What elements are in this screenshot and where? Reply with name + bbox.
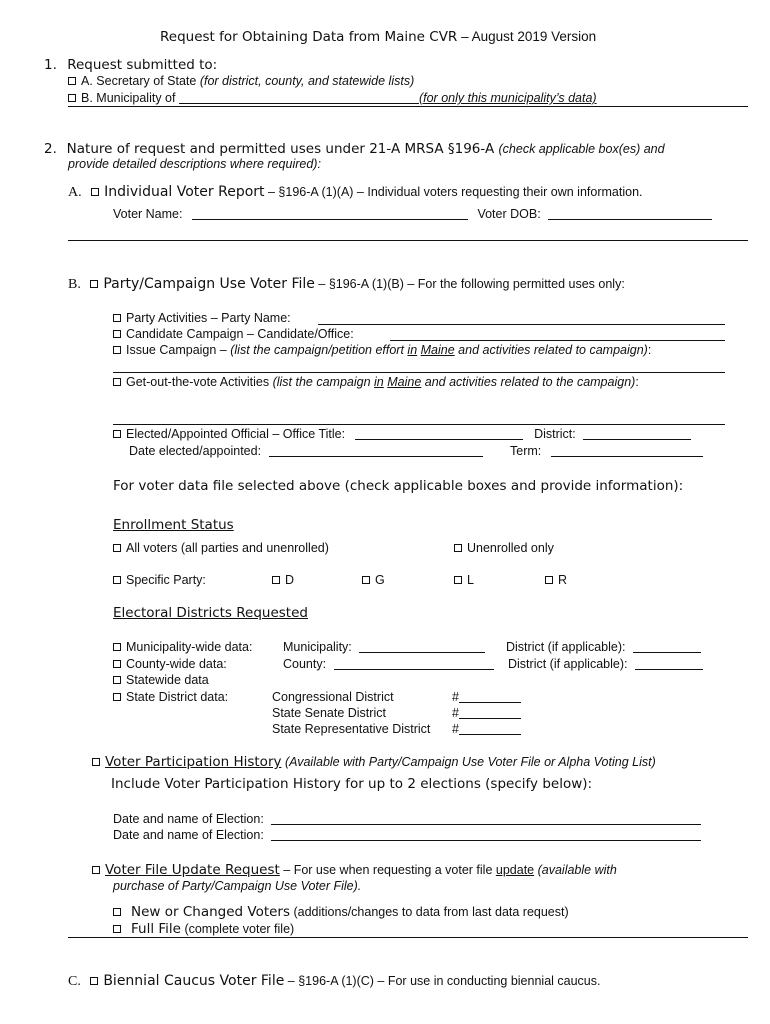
party-r-option <box>545 573 567 587</box>
option-c-row <box>68 973 600 990</box>
muni-wide-label: Municipality-wide data: <box>126 640 253 654</box>
district-applicable-1 <box>506 640 701 654</box>
checkbox-new-changed[interactable] <box>113 908 121 916</box>
statewide-label: Statewide data <box>126 673 209 687</box>
voter-participation-include: Include Voter Participation History for up to 2 elections (specify below): <box>111 776 593 792</box>
voter-name-field[interactable] <box>192 208 468 220</box>
checkbox-full-file[interactable] <box>113 925 121 933</box>
all-voters-row <box>113 541 329 555</box>
party-l-option <box>454 573 474 587</box>
page-title <box>160 29 596 45</box>
election-2-row <box>113 828 701 842</box>
option-a-row <box>68 184 643 201</box>
issue-note-maine: Maine <box>420 343 455 357</box>
gotv-description-field[interactable] <box>113 424 725 425</box>
new-changed-row <box>113 904 569 920</box>
checkbox-voter-file-update[interactable] <box>92 866 100 874</box>
checkbox-voter-participation[interactable] <box>92 758 100 766</box>
divider <box>68 106 748 107</box>
party-campaign-title: Party/Campaign Use Voter File <box>103 276 315 292</box>
representative-field[interactable] <box>459 723 521 735</box>
election-2-field[interactable] <box>271 829 701 841</box>
muni-wide-row <box>113 640 252 654</box>
checkbox-party-l[interactable] <box>454 576 462 584</box>
hash-sign: # <box>452 690 459 704</box>
secretary-note: (for district, county, and statewide lists) <box>199 74 415 88</box>
issue-description-field[interactable] <box>113 372 725 373</box>
voter-file-update-title: Voter File Update Request <box>105 862 280 878</box>
representative-entry <box>452 722 521 736</box>
municipality-entry <box>283 640 485 654</box>
checkbox-unenrolled[interactable] <box>454 544 462 552</box>
checkbox-gotv[interactable] <box>113 378 121 386</box>
specific-party-row <box>113 573 206 587</box>
checkbox-statewide[interactable] <box>113 676 121 684</box>
option-secretary-of-state <box>68 74 414 88</box>
option-municipality <box>68 91 597 105</box>
section-2-number: 2. <box>44 141 57 157</box>
party-name-field[interactable] <box>318 324 725 325</box>
elected-official-label: Elected/Appointed Official – Office Title: <box>126 427 346 441</box>
specific-party-label: Specific Party: <box>126 573 206 587</box>
title-version: – August 2019 Version <box>457 29 597 44</box>
gotv-note-in: in <box>374 375 384 389</box>
full-file-label: Full File <box>131 921 181 937</box>
congressional-field[interactable] <box>459 691 521 703</box>
checkbox-secretary-of-state[interactable] <box>68 77 76 85</box>
district-applicable-2 <box>508 657 703 671</box>
senate-district-label: State Senate District <box>272 706 386 720</box>
party-campaign-desc: – §196-A (1)(B) – For the following permitted uses only: <box>314 277 625 291</box>
date-elected-row <box>129 444 703 458</box>
county-entry-label: County: <box>283 657 327 671</box>
divider <box>68 240 748 241</box>
individual-voter-report-title: Individual Voter Report <box>104 184 265 200</box>
all-voters-label: All voters (all parties and unenrolled) <box>126 541 329 555</box>
checkbox-elected-official[interactable] <box>113 430 121 438</box>
senate-entry <box>452 706 521 720</box>
party-r-label: R <box>558 573 568 587</box>
checkbox-individual-voter-report[interactable] <box>91 188 99 196</box>
voter-file-update-word: update <box>495 863 535 877</box>
hash-sign: # <box>452 706 459 720</box>
checkbox-county-wide[interactable] <box>113 660 121 668</box>
candidate-office-field[interactable] <box>390 340 725 341</box>
checkbox-biennial-caucus[interactable] <box>90 977 98 985</box>
party-d-option <box>272 573 294 587</box>
checkbox-party-activities[interactable] <box>113 314 121 322</box>
representative-district-label: State Representative District <box>272 722 431 736</box>
party-activities-row <box>113 311 291 325</box>
county-wide-label: County-wide data: <box>126 657 227 671</box>
municipality-field[interactable] <box>179 92 419 104</box>
date-elected-field[interactable] <box>269 445 483 457</box>
issue-note-1: (list the campaign/petition effort <box>230 343 408 357</box>
election-1-field[interactable] <box>271 813 701 825</box>
hash-sign: # <box>452 722 459 736</box>
party-activities-label: Party Activities – Party Name: <box>126 311 291 325</box>
gotv-colon: : <box>635 375 639 389</box>
county-wide-row <box>113 657 227 671</box>
voter-name-row <box>113 207 712 221</box>
congressional-district-label: Congressional District <box>272 690 394 704</box>
gotv-row <box>113 375 639 389</box>
section-1-number: 1. <box>44 57 57 73</box>
checkbox-municipality[interactable] <box>68 94 76 102</box>
section-2-note: (check applicable box(es) and <box>498 142 665 156</box>
section-2-title: Nature of request and permitted uses under 21-A MRSA §196-A <box>66 141 499 157</box>
district-applicable-2-field[interactable] <box>635 658 703 670</box>
voter-participation-row <box>92 754 656 770</box>
issue-campaign-row <box>113 343 651 357</box>
title-text: Request for Obtaining Data from Maine CVR <box>160 29 458 45</box>
section-2-heading <box>44 141 665 157</box>
district-applicable-2-label: District (if applicable): <box>508 657 628 671</box>
voter-file-update-note: (available with <box>534 863 617 877</box>
party-g-label: G <box>375 573 385 587</box>
option-c-letter: C. <box>68 974 81 989</box>
municipality-note: (for only this municipality’s data) <box>418 91 597 105</box>
municipality-entry-field[interactable] <box>359 641 485 653</box>
party-g-option <box>362 573 385 587</box>
voter-data-instructions: For voter data file selected above (check applicable boxes and provide information): <box>113 478 684 494</box>
full-file-note: (complete voter file) <box>180 922 295 936</box>
candidate-campaign-row <box>113 327 354 341</box>
statewide-row <box>113 673 209 687</box>
checkbox-party-d[interactable] <box>272 576 280 584</box>
divider <box>68 937 748 938</box>
checkbox-party-g[interactable] <box>362 576 370 584</box>
secretary-label: A. Secretary of State <box>81 74 200 88</box>
district-applicable-1-label: District (if applicable): <box>506 640 626 654</box>
section-2-note-cont: provide detailed descriptions where required): <box>68 157 321 171</box>
checkbox-issue-campaign[interactable] <box>113 346 121 354</box>
section-1-title: Request submitted to: <box>67 57 218 73</box>
district-applicable-1-field[interactable] <box>633 641 701 653</box>
option-a-letter: A. <box>68 185 82 200</box>
voter-participation-title: Voter Participation History <box>105 754 282 770</box>
checkbox-municipality-wide[interactable] <box>113 643 121 651</box>
congressional-entry <box>452 690 521 704</box>
option-b-row <box>68 276 625 293</box>
municipality-entry-label: Municipality: <box>283 640 352 654</box>
new-changed-note: (additions/changes to data from last data request) <box>290 905 569 919</box>
enrollment-status-heading: Enrollment Status <box>113 517 234 533</box>
checkbox-specific-party[interactable] <box>113 576 121 584</box>
issue-campaign-label: Issue Campaign – <box>126 343 231 357</box>
section-1-heading <box>44 57 217 73</box>
biennial-caucus-desc: – §196-A (1)(C) – For use in conducting biennial caucus. <box>284 974 601 988</box>
term-label: Term: <box>510 444 542 458</box>
gotv-note-maine: Maine <box>387 375 422 389</box>
office-title-field[interactable] <box>355 428 523 440</box>
unenrolled-label: Unenrolled only <box>467 541 554 555</box>
state-district-label: State District data: <box>126 690 229 704</box>
senate-field[interactable] <box>459 707 521 719</box>
option-b-letter: B. <box>68 277 81 292</box>
date-elected-label: Date elected/appointed: <box>129 444 262 458</box>
new-changed-label: New or Changed Voters <box>131 904 291 920</box>
party-d-label: D <box>285 573 295 587</box>
issue-note-2: and activities related to campaign) <box>454 343 648 357</box>
county-entry-field[interactable] <box>334 658 494 670</box>
candidate-campaign-label: Candidate Campaign – Candidate/Office: <box>126 327 354 341</box>
term-field[interactable] <box>551 445 703 457</box>
unenrolled-row <box>454 541 554 555</box>
voter-dob-label: Voter DOB: <box>477 207 541 221</box>
gotv-note-1: (list the campaign <box>272 375 375 389</box>
checkbox-candidate-campaign[interactable] <box>113 330 121 338</box>
election-1-label: Date and name of Election: <box>113 812 264 826</box>
issue-note-in: in <box>407 343 418 357</box>
issue-colon: : <box>647 343 652 357</box>
voter-dob-field[interactable] <box>548 208 712 220</box>
electoral-districts-heading: Electoral Districts Requested <box>113 605 308 621</box>
election-1-row <box>113 812 701 826</box>
elected-district-label: District: <box>534 427 576 441</box>
individual-voter-report-desc: – §196-A (1)(A) – Individual voters requesting their own information. <box>264 185 643 199</box>
state-district-row <box>113 690 228 704</box>
checkbox-party-r[interactable] <box>545 576 553 584</box>
gotv-label: Get-out-the-vote Activities <box>126 375 273 389</box>
voter-file-update-row <box>92 862 617 878</box>
voter-name-label: Voter Name: <box>113 207 183 221</box>
elected-district-field[interactable] <box>583 428 691 440</box>
gotv-note-2: and activities related to the campaign) <box>421 375 636 389</box>
voter-file-update-note-cont: purchase of Party/Campaign Use Voter File). <box>113 879 362 893</box>
elected-official-row <box>113 427 691 441</box>
county-entry <box>283 657 494 671</box>
municipality-label: B. Municipality of <box>81 91 179 105</box>
election-2-label: Date and name of Election: <box>113 828 264 842</box>
full-file-row <box>113 921 294 937</box>
biennial-caucus-title: Biennial Caucus Voter File <box>103 973 285 989</box>
party-l-label: L <box>467 573 474 587</box>
voter-file-update-desc: – For use when requesting a voter file <box>279 863 496 877</box>
checkbox-party-campaign-voter-file[interactable] <box>90 280 98 288</box>
checkbox-state-district[interactable] <box>113 693 121 701</box>
voter-participation-note: (Available with Party/Campaign Use Voter File or Alpha Voting List) <box>281 755 656 769</box>
checkbox-all-voters[interactable] <box>113 544 121 552</box>
